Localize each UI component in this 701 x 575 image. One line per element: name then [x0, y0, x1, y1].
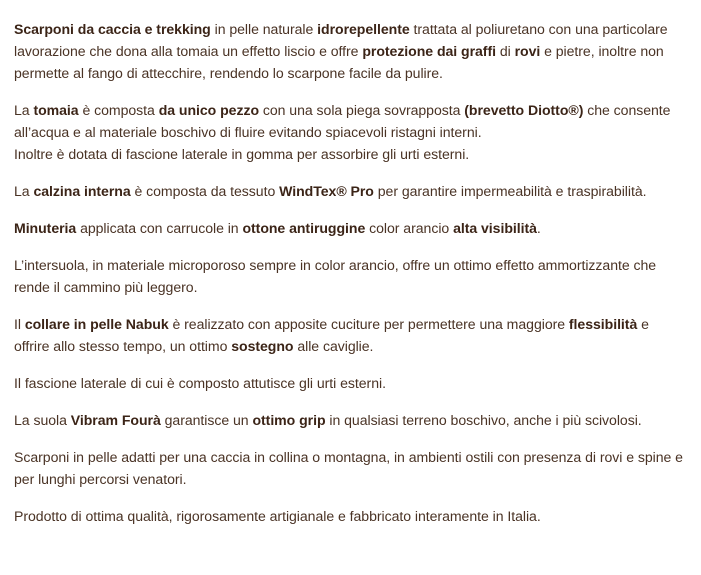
bold-text: Vibram Fourà: [70, 412, 161, 428]
text-run: con una sola piega sovrapposta: [259, 102, 465, 118]
bold-text: idrorepellente: [317, 21, 410, 37]
bold-text: sostegno: [231, 338, 294, 354]
bold-text: calzina interna: [33, 183, 131, 199]
text-run: Il fascione laterale di cui è composto attutisce gli urti esterni.: [14, 375, 386, 391]
paragraph-upper-leather: [14, 18, 687, 84]
paragraph-usage: [14, 446, 687, 490]
text-run: Prodotto di ottima qualità, rigorosamente artigianale e fabbricato interamente in Italia.: [14, 508, 541, 524]
text-run: per garantire impermeabilità e traspirabilità.: [373, 183, 647, 199]
text-run: in pelle naturale: [210, 21, 318, 37]
bold-text: collare in pelle Nabuk: [24, 316, 169, 332]
bold-text: tomaia: [33, 102, 79, 118]
bold-text: flessibilità: [568, 316, 638, 332]
paragraph-midsole: [14, 254, 687, 298]
paragraph-tomaia: [14, 99, 687, 165]
bold-text: protezione dai graffi: [362, 43, 496, 59]
text-run: in qualsiasi terreno boschivo, anche i più scivolosi.: [325, 412, 642, 428]
paragraph-sole: [14, 409, 687, 431]
text-run: alle caviglie.: [293, 338, 374, 354]
text-run: che consente all’acqua e al materiale boschivo di fluire evitando spiacevoli ristagni interni.: [14, 102, 671, 140]
paragraph-quality: [14, 505, 687, 527]
text-run: La: [14, 102, 34, 118]
paragraph-collar: [14, 313, 687, 357]
bold-text: WindTex® Pro: [279, 183, 374, 199]
bold-text: ottimo grip: [252, 412, 326, 428]
text-run: Inoltre è dotata di fascione laterale in gomma per assorbire gli urti esterni.: [14, 146, 470, 162]
bold-text: Scarponi da caccia e trekking: [14, 21, 211, 37]
text-run: color arancio: [365, 220, 454, 236]
text-run: è composta: [78, 102, 159, 118]
text-run: garantisce un: [160, 412, 253, 428]
paragraph-inner-lining: [14, 180, 687, 202]
bold-text: rovi: [514, 43, 541, 59]
bold-text: Minuteria: [14, 220, 77, 236]
text-run: e pietre, inoltre non permette al fango di attecchire, rendendo lo scarpone facile da pulire.: [14, 43, 664, 81]
text-run: .: [536, 220, 541, 236]
bold-text: da unico pezzo: [158, 102, 259, 118]
text-run: Scarponi in pelle adatti per una caccia in collina o montagna, in ambienti ostili con presenza di rovi e spine e per lunghi percorsi venatori.: [14, 449, 683, 487]
bold-text: alta visibilità: [453, 220, 537, 236]
text-run: è realizzato con apposite cuciture per permettere una maggiore: [168, 316, 569, 332]
text-run: è composta da tessuto: [130, 183, 280, 199]
text-run: applicata con carrucole in: [76, 220, 243, 236]
text-run: trattata al poliuretano con una particolare lavorazione che dona alla tomaia un effetto liscio e offre: [14, 21, 668, 59]
paragraph-side-band: [14, 372, 687, 394]
text-run: Il: [14, 316, 25, 332]
text-run: La: [14, 183, 34, 199]
bold-text: (brevetto Diotto®): [464, 102, 584, 118]
text-run: La suola: [14, 412, 71, 428]
text-run: L’intersuola, in materiale microporoso sempre in color arancio, offre un ottimo effetto ammortizzante che rende il cammino più leggero.: [14, 257, 657, 295]
text-run: di: [495, 43, 515, 59]
text-run: e offrire allo stesso tempo, un ottimo: [14, 316, 649, 354]
bold-text: ottone antiruggine: [242, 220, 366, 236]
paragraph-hardware: [14, 217, 687, 239]
